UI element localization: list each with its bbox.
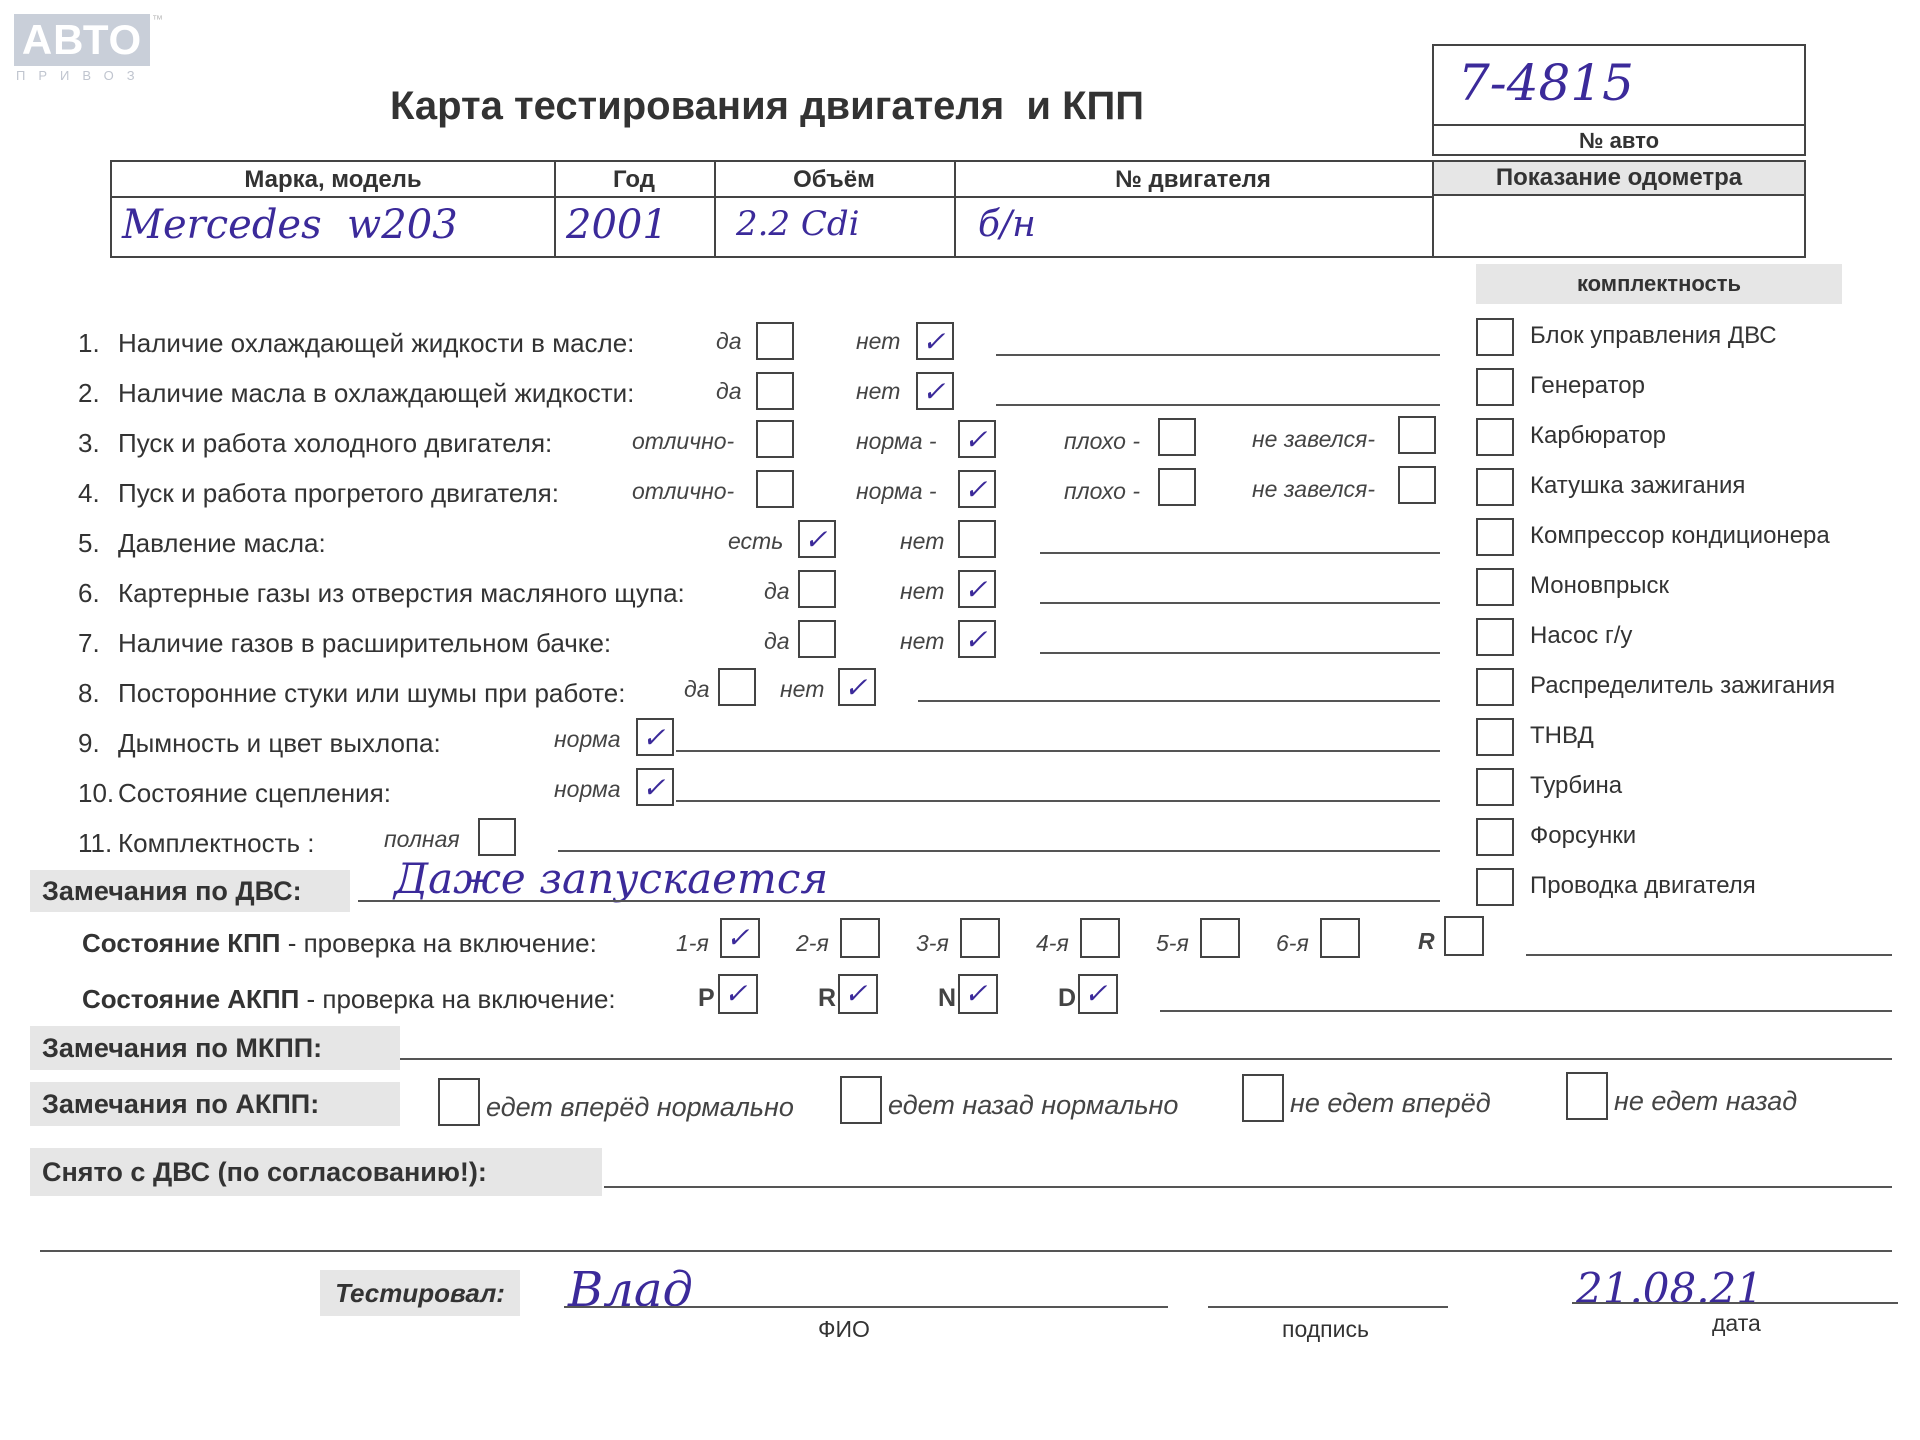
akpp-mode-n-label: N	[938, 984, 957, 1012]
question-5-number: 5.	[78, 528, 100, 558]
akpp-mode-r-checkbox[interactable]	[838, 974, 878, 1014]
completeness-item-ecu: Блок управления ДВС	[1530, 322, 1777, 349]
year-label: Год	[613, 166, 655, 193]
akpp-mode-n-checkbox[interactable]	[958, 974, 998, 1014]
completeness-item-ac-compressor: Компрессор кондиционера	[1530, 522, 1830, 549]
auto-number-label: № авто	[1578, 128, 1660, 153]
question-6-comment-line[interactable]	[1040, 602, 1440, 604]
completeness-checkbox-wiring[interactable]	[1476, 868, 1514, 906]
akpp-remark-no-backward-checkbox[interactable]	[1566, 1072, 1608, 1120]
question-5-checkbox-yes[interactable]	[798, 520, 836, 558]
kpp-gear-6-checkbox[interactable]	[1320, 918, 1360, 958]
completeness-checkbox-turbo[interactable]	[1476, 768, 1514, 806]
completeness-checkbox-carburetor[interactable]	[1476, 418, 1514, 456]
question-9-opt-a: норма	[554, 726, 621, 752]
kpp-gear-6-label: 6-я	[1276, 930, 1309, 956]
kpp-gear-4-label: 4-я	[1036, 930, 1069, 956]
question-10-text: Состояние сцепления:	[118, 778, 391, 808]
question-4-opt-c: плохо -	[1064, 478, 1140, 504]
completeness-item-turbo: Турбина	[1530, 772, 1623, 799]
akpp-remark-no-forward-checkbox[interactable]	[1242, 1074, 1284, 1122]
completeness-checkbox-ecu[interactable]	[1476, 318, 1514, 356]
question-4-opt-d: не завелся-	[1252, 476, 1376, 502]
question-10-number: 10.	[78, 778, 115, 808]
question-1-text: Наличие охлаждающей жидкости в масле:	[118, 328, 635, 358]
question-2-text: Наличие масла в охлаждающей жидкости:	[118, 378, 635, 408]
question-4-checkbox-normal[interactable]	[958, 470, 996, 508]
question-3-number: 3.	[78, 428, 100, 458]
completeness-checkbox-distributor[interactable]	[1476, 668, 1514, 706]
tested-by-name[interactable]: Влад	[568, 1262, 693, 1318]
question-6-checkbox-no[interactable]	[958, 570, 996, 608]
question-3-check-mark: ✓	[964, 423, 988, 456]
volume-value: 2.2 Cdi	[736, 204, 860, 244]
make-label: Марка, модель	[244, 166, 422, 193]
akpp-mode-p-checkbox[interactable]	[718, 974, 758, 1014]
mkpp-remarks-label: Замечания по МКПП:	[30, 1026, 400, 1070]
question-7-number: 7.	[78, 628, 100, 658]
question-3-opt-b: норма -	[856, 428, 937, 454]
question-1-check-mark: ✓	[922, 325, 946, 358]
akpp-remark-backward-ok-checkbox[interactable]	[840, 1076, 882, 1124]
question-4-checkbox-no-start[interactable]	[1398, 466, 1436, 504]
year-value: 2001	[566, 202, 668, 248]
akpp-mode-d-label: D	[1058, 984, 1077, 1012]
question-1-comment-line[interactable]	[996, 354, 1440, 356]
make-value: Mercedes w203	[122, 202, 458, 248]
akpp-mode-p-label: P	[698, 984, 715, 1012]
question-11-number: 11.	[78, 828, 113, 858]
completeness-item-carburetor: Карбюратор	[1530, 422, 1667, 449]
akpp-remarks-label: Замечания по АКПП:	[30, 1082, 400, 1126]
question-9-check-mark: ✓	[642, 721, 666, 754]
kpp-gear-1-check-mark: ✓	[726, 921, 750, 954]
kpp-gear-1-checkbox[interactable]	[720, 918, 760, 958]
question-5-opt-a: есть	[728, 528, 784, 554]
question-4-text: Пуск и работа прогретого двигателя:	[118, 478, 559, 508]
auto-number-box	[1432, 44, 1806, 156]
auto-number-value: 7-4815	[1458, 54, 1634, 112]
completeness-checkbox-ps-pump[interactable]	[1476, 618, 1514, 656]
question-6-opt-a: да	[764, 578, 790, 604]
tested-by-label: Тестировал:	[320, 1270, 520, 1316]
question-3-text: Пуск и работа холодного двигателя:	[118, 428, 553, 458]
question-6-text: Картерные газы из отверстия масляного щупа:	[118, 578, 685, 608]
question-5-check-mark: ✓	[804, 523, 828, 556]
question-2-checkbox-no[interactable]	[916, 372, 954, 410]
dvs-remarks-value[interactable]: Даже запускается	[394, 854, 829, 903]
fio-label: ФИО	[818, 1316, 870, 1342]
question-9-text: Дымность и цвет выхлопа:	[118, 728, 441, 758]
question-8-opt-b: нет	[780, 676, 825, 702]
kpp-gear-2-checkbox[interactable]	[840, 918, 880, 958]
completeness-item-injection-pump: ТНВД	[1530, 722, 1594, 749]
question-10-opt-a: норма	[554, 776, 621, 802]
odometer-label: Показание одометра	[1495, 164, 1743, 191]
completeness-item-monoinjection: Моновпрыск	[1530, 572, 1670, 599]
question-4-opt-b: норма -	[856, 478, 937, 504]
question-3-opt-c: плохо -	[1064, 428, 1140, 454]
question-7-check-mark: ✓	[964, 623, 988, 656]
kpp-comment-line[interactable]	[1526, 954, 1892, 956]
completeness-item-injectors: Форсунки	[1530, 822, 1637, 849]
question-8-checkbox-yes[interactable]	[718, 668, 756, 706]
question-8-check-mark: ✓	[844, 671, 868, 704]
question-4-checkbox-excellent[interactable]	[756, 470, 794, 508]
kpp-gear-5-checkbox[interactable]	[1200, 918, 1240, 958]
question-3-checkbox-normal[interactable]	[958, 420, 996, 458]
kpp-gear-3-label: 3-я	[916, 930, 949, 956]
question-8-checkbox-no[interactable]	[838, 668, 876, 706]
date-line	[1572, 1302, 1898, 1304]
question-11-opt-a: полная	[384, 826, 460, 852]
akpp-mode-r-label: R	[818, 984, 837, 1012]
kpp-label-bold: Состояние КПП	[82, 928, 281, 958]
question-2-check-mark: ✓	[922, 375, 946, 408]
completeness-item-generator: Генератор	[1530, 372, 1645, 399]
completeness-item-wiring: Проводка двигателя	[1530, 872, 1756, 899]
akpp-remark-no-backward-label: не едет назад	[1614, 1086, 1798, 1116]
header-table	[110, 160, 1806, 258]
question-10-checkbox-normal[interactable]	[636, 768, 674, 806]
completeness-checkbox-generator[interactable]	[1476, 368, 1514, 406]
question-5-comment-line[interactable]	[1040, 552, 1440, 554]
question-2-comment-line[interactable]	[996, 404, 1440, 406]
kpp-gear-4-checkbox[interactable]	[1080, 918, 1120, 958]
removed-line[interactable]	[604, 1186, 1892, 1188]
kpp-gear-r-checkbox[interactable]	[1444, 916, 1484, 956]
akpp-mode-r-check-mark: ✓	[844, 977, 868, 1010]
question-2-checkbox-yes[interactable]	[756, 372, 794, 410]
question-5-text: Давление масла:	[118, 528, 326, 558]
akpp-remark-forward-ok-checkbox[interactable]	[438, 1078, 480, 1126]
question-4-checkbox-bad[interactable]	[1158, 468, 1196, 506]
kpp-gear-1-label: 1-я	[676, 930, 709, 956]
completeness-item-distributor: Распределитель зажигания	[1530, 672, 1836, 699]
signature-label: подпись	[1282, 1316, 1369, 1342]
logo-sub: ПРИВОЗ	[16, 68, 148, 83]
question-7-checkbox-no[interactable]	[958, 620, 996, 658]
engine-label: № двигателя	[1115, 166, 1271, 193]
engine-value: б/н	[978, 204, 1036, 245]
completeness-checkbox-ac-compressor[interactable]	[1476, 518, 1514, 556]
logo-tm: ™	[152, 14, 163, 26]
question-9-number: 9.	[78, 728, 100, 758]
dvs-remarks-line	[358, 900, 1440, 902]
signature-line[interactable]	[1208, 1306, 1448, 1308]
question-4-check-mark: ✓	[964, 473, 988, 506]
completeness-checkbox-injectors[interactable]	[1476, 818, 1514, 856]
question-11-text: Комплектность :	[118, 828, 315, 858]
question-1-opt-a: да	[716, 328, 742, 354]
removed-line-2[interactable]	[40, 1250, 1892, 1252]
question-8-text: Посторонние стуки или шумы при работе:	[118, 678, 626, 708]
question-6-opt-b: нет	[900, 578, 945, 604]
completeness-checkbox-injection-pump[interactable]	[1476, 718, 1514, 756]
completeness-header: комплектность	[1476, 264, 1842, 304]
date-label: дата	[1712, 1310, 1761, 1336]
completeness-item-ignition-coil: Катушка зажигания	[1530, 472, 1746, 499]
completeness-checkbox-ignition-coil[interactable]	[1476, 468, 1514, 506]
question-8-number: 8.	[78, 678, 100, 708]
akpp-remark-backward-ok-label: едет назад нормально	[888, 1090, 1179, 1120]
kpp-label	[82, 928, 597, 959]
logo-main: АВТО	[14, 14, 150, 66]
question-8-opt-a: да	[684, 676, 710, 702]
question-7-comment-line[interactable]	[1040, 652, 1440, 654]
question-3-checkbox-excellent[interactable]	[756, 420, 794, 458]
akpp-label	[82, 984, 616, 1015]
question-10-comment-line[interactable]	[676, 800, 1440, 802]
question-1-opt-b: нет	[856, 328, 901, 354]
question-3-opt-d: не завелся-	[1252, 426, 1376, 452]
question-2-opt-a: да	[716, 378, 742, 404]
akpp-label-rest: - проверка на включение:	[299, 984, 616, 1014]
question-5-checkbox-no[interactable]	[958, 520, 996, 558]
kpp-gear-2-label: 2-я	[796, 930, 829, 956]
completeness-checkbox-monoinjection[interactable]	[1476, 568, 1514, 606]
question-9-comment-line[interactable]	[676, 750, 1440, 752]
date-value[interactable]: 21.08.21	[1576, 1264, 1764, 1313]
kpp-gear-5-label: 5-я	[1156, 930, 1189, 956]
fio-line	[564, 1306, 1168, 1308]
question-5-opt-b: нет	[900, 528, 945, 554]
page-title: Карта тестирования двигателя и КПП	[390, 84, 1145, 128]
kpp-label-rest: - проверка на включение:	[280, 928, 597, 958]
question-7-opt-a: да	[764, 628, 790, 654]
question-6-checkbox-yes[interactable]	[798, 570, 836, 608]
dvs-remarks-label: Замечания по ДВС:	[30, 870, 350, 912]
akpp-label-bold: Состояние АКПП	[82, 984, 300, 1014]
removed-label: Снято с ДВС (по согласованию!):	[30, 1148, 602, 1196]
question-1-checkbox-no[interactable]	[916, 322, 954, 360]
akpp-mode-d-check-mark: ✓	[1084, 977, 1108, 1010]
question-6-check-mark: ✓	[964, 573, 988, 606]
question-3-opt-a: отлично-	[632, 428, 735, 454]
question-8-comment-line[interactable]	[918, 700, 1440, 702]
question-7-checkbox-yes[interactable]	[798, 620, 836, 658]
akpp-mode-p-check-mark: ✓	[724, 977, 748, 1010]
akpp-mode-d-checkbox[interactable]	[1078, 974, 1118, 1014]
question-9-checkbox-normal[interactable]	[636, 718, 674, 756]
question-11-checkbox-full[interactable]	[478, 818, 516, 856]
kpp-gear-3-checkbox[interactable]	[960, 918, 1000, 958]
akpp-comment-line[interactable]	[1160, 1010, 1892, 1012]
question-3-checkbox-bad[interactable]	[1158, 418, 1196, 456]
question-11-comment-line[interactable]	[558, 850, 1440, 852]
question-4-number: 4.	[78, 478, 100, 508]
question-7-opt-b: нет	[900, 628, 945, 654]
kpp-gear-r-label: R	[1418, 928, 1435, 954]
question-7-text: Наличие газов в расширительном бачке:	[118, 628, 612, 658]
volume-label: Объём	[793, 166, 875, 193]
question-10-check-mark: ✓	[642, 771, 666, 804]
akpp-remark-no-forward-label: не едет вперёд	[1290, 1088, 1491, 1118]
mkpp-remarks-line[interactable]	[400, 1058, 1892, 1060]
question-4-opt-a: отлично-	[632, 478, 735, 504]
completeness-item-ps-pump: Насос г/у	[1530, 622, 1633, 649]
logo	[14, 14, 163, 84]
question-2-number: 2.	[78, 378, 100, 408]
akpp-mode-n-check-mark: ✓	[964, 977, 988, 1010]
question-6-number: 6.	[78, 578, 100, 608]
question-3-checkbox-no-start[interactable]	[1398, 416, 1436, 454]
question-2-opt-b: нет	[856, 378, 901, 404]
question-1-number: 1.	[78, 328, 100, 358]
akpp-remark-forward-ok-label: едет вперёд нормально	[486, 1092, 794, 1122]
question-1-checkbox-yes[interactable]	[756, 322, 794, 360]
